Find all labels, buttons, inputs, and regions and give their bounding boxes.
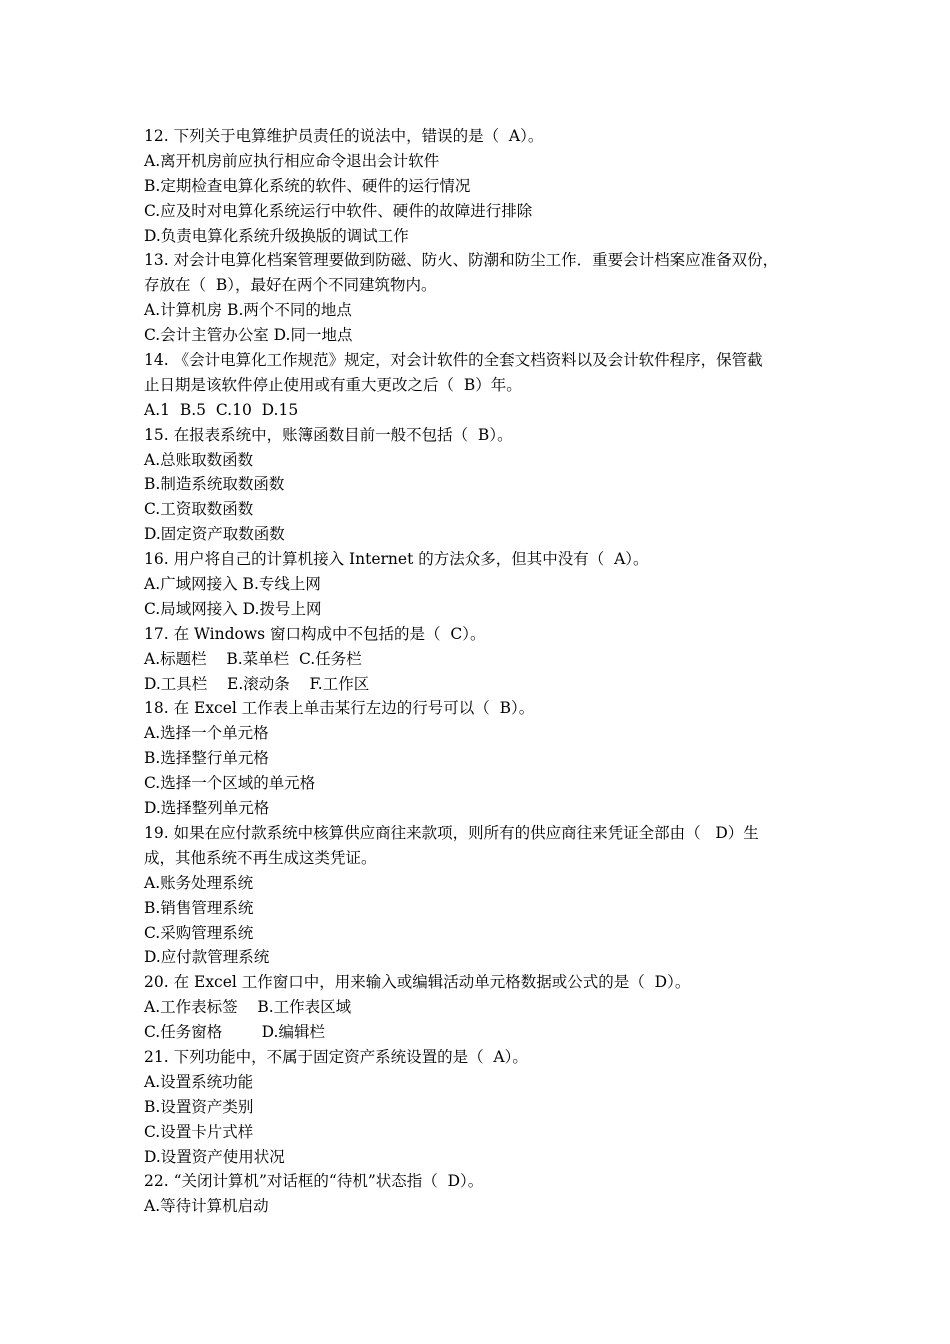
text-line: 成，其他系统不再生成这类凭证。 <box>144 848 377 867</box>
text-line: 20. 在 Excel 工作窗口中，用来输入或编辑活动单元格数据或公式的是（ D）。 <box>144 973 691 992</box>
text-line: 13. 对会计电算化档案管理要做到防磁、防火、防潮和防尘工作．重要会计档案应准备双份， <box>144 251 779 270</box>
text-line: C.工资取数函数 <box>144 500 254 519</box>
text-line: 15. 在报表系统中，账簿函数目前一般不包括（ B）。 <box>144 425 513 444</box>
text-line: C.选择一个区域的单元格 <box>144 774 316 793</box>
text-line: B.选择整行单元格 <box>144 749 269 768</box>
text-line: A.工作表标签 B.工作表区域 <box>144 998 352 1017</box>
text-line: 14. 《会计电算化工作规范》规定，对会计软件的全套文档资料以及会计软件程序，保管截 <box>144 351 763 370</box>
text-line: 12. 下列关于电算维护员责任的说法中，错误的是（ A）。 <box>144 127 544 145</box>
text-line: A.等待计算机启动 <box>144 1197 269 1216</box>
text-line: B.制造系统取数函数 <box>144 475 285 494</box>
text-line: C.会计主管办公室 D.同一地点 <box>144 326 353 345</box>
text-line: 17. 在 Windows 窗口构成中不包括的是（ C）。 <box>144 624 486 643</box>
text-line: 19. 如果在应付款系统中核算供应商往来款项，则所有的供应商往来凭证全部由（ D）生 <box>144 823 759 842</box>
text-line: C.任务窗格 D.编辑栏 <box>144 1023 325 1042</box>
text-line: D.应付款管理系统 <box>144 948 270 967</box>
text-line: D.设置资产使用状况 <box>144 1147 285 1166</box>
text-line: A.账务处理系统 <box>144 873 254 892</box>
text-line: 16. 用户将自己的计算机接入 Internet 的方法众多，但其中没有（ A）。 <box>144 550 649 569</box>
text-line: 止日期是该软件停止使用或有重大更改之后（ B）年。 <box>144 375 522 394</box>
text-line: A.标题栏 B.菜单栏 C.任务栏 <box>144 649 362 668</box>
text-line: 存放在（ B），最好在两个不同建筑物内。 <box>144 276 437 295</box>
text-line: B.设置资产类别 <box>144 1097 254 1116</box>
text-line: A.离开机房前应执行相应命令退出会计软件 <box>144 151 440 170</box>
text-line: A.设置系统功能 <box>144 1072 254 1091</box>
text-line: D.选择整列单元格 <box>144 799 270 818</box>
text-line: A.广域网接入 B.专线上网 <box>144 575 321 594</box>
text-line: 18. 在 Excel 工作表上单击某行左边的行号可以（ B）。 <box>144 699 535 718</box>
text-line: C.局域网接入 D.拨号上网 <box>144 599 322 618</box>
text-line: A.总账取数函数 <box>144 450 254 469</box>
text-line: D.固定资产取数函数 <box>144 525 285 544</box>
text-line: A.选择一个单元格 <box>144 724 269 743</box>
text-line: B.定期检查电算化系统的软件、硬件的运行情况 <box>144 176 471 195</box>
text-line: C.设置卡片式样 <box>144 1122 254 1141</box>
text-line: B.销售管理系统 <box>144 898 254 917</box>
text-line: C.应及时对电算化系统运行中软件、硬件的故障进行排除 <box>144 201 533 220</box>
text-line: D.工具栏 E.滚动条 F.工作区 <box>144 674 370 693</box>
text-line: D.负责电算化系统升级换版的调试工作 <box>144 226 409 245</box>
text-line: C.采购管理系统 <box>144 923 254 942</box>
text-line: A.1 B.5 C.10 D.15 <box>144 400 299 419</box>
text-line: A.计算机房 B.两个不同的地点 <box>144 301 352 320</box>
document-body <box>144 124 824 1219</box>
text-line: 22. “关闭计算机”对话框的“待机”状态指（ D）。 <box>144 1172 484 1191</box>
text-line: 21. 下列功能中，不属于固定资产系统设置的是（ A）。 <box>144 1047 528 1066</box>
